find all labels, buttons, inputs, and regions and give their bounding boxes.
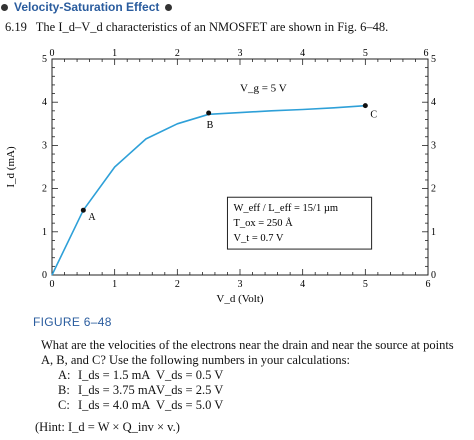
x-tick-label: 6 (425, 279, 431, 290)
answer-label: B: (58, 383, 70, 397)
point-marker (81, 208, 86, 213)
hint-text: (Hint: I_d = W × Q_inv × v.) (35, 420, 180, 434)
question-text: What are the velocities of the electrons near the drain and near the source at points A, B, and C? Use the following numbers in your calculations: (41, 338, 454, 367)
right-tick-label: 3 (431, 140, 436, 152)
answer-list (58, 368, 223, 413)
answer-label: A: (58, 368, 71, 382)
parameter-line: T_ox = 250 Å (233, 218, 293, 230)
answer-vds: V_ds = 5.0 V (156, 398, 224, 412)
top-tick-label: 1 (112, 48, 118, 59)
x-tick-label: 3 (237, 279, 243, 290)
right-tick-label: 0 (431, 270, 436, 281)
problem-text: The I_d–V_d characteristics of an NMOSFET are shown in Fig. 6–48. (35, 20, 389, 34)
y-tick-label: 3 (42, 140, 47, 152)
parameter-line: W_eff / L_eff = 15/1 µm (233, 203, 339, 215)
y-tick-label: 2 (42, 183, 47, 195)
gate-voltage-annotation: V_g = 5 V (240, 82, 287, 95)
answer-vds: V_ds = 0.5 V (156, 368, 224, 382)
problem-statement (5, 20, 388, 35)
point-label: A (88, 212, 96, 224)
answer-ids: I_ds = 1.5 mA (78, 368, 151, 382)
problem-number: 6.19 (5, 20, 27, 34)
bullet-icon (1, 4, 8, 11)
top-tick-label: 4 (300, 48, 306, 59)
point-label: C (370, 109, 378, 121)
y-tick-label: 0 (42, 270, 47, 281)
top-tick-label: 0 (49, 48, 55, 59)
bullet-icon (165, 4, 172, 11)
right-tick-label: 4 (431, 97, 436, 109)
figure-label: FIGURE 6–48 (33, 315, 112, 329)
answer-row (58, 383, 223, 398)
section-header (0, 0, 474, 14)
point-label: B (206, 120, 214, 131)
right-tick-label: 5 (431, 54, 436, 65)
x-axis-label: V_d (Volt) (216, 293, 264, 305)
y-axis-label: I_d (mA) (5, 146, 17, 188)
right-tick-label: 2 (431, 183, 436, 195)
answer-ids: I_ds = 4.0 mA (78, 398, 151, 412)
y-tick-label: 1 (42, 226, 47, 238)
top-tick-label: 2 (174, 48, 180, 59)
answer-row (58, 368, 223, 383)
top-tick-label: 5 (362, 48, 368, 59)
answer-vds: V_ds = 2.5 V (156, 383, 224, 397)
point-marker (206, 111, 211, 116)
top-tick-label: 6 (423, 48, 429, 59)
parameter-line: V_t = 0.7 V (233, 233, 284, 245)
x-tick-label: 4 (300, 279, 306, 290)
section-title: Velocity-Saturation Effect (14, 0, 160, 14)
x-tick-label: 0 (49, 279, 55, 290)
answer-ids: I_ds = 3.75 mA (78, 383, 157, 397)
x-tick-label: 1 (112, 279, 118, 290)
y-tick-label: 5 (42, 54, 47, 65)
answer-row (58, 398, 223, 413)
right-tick-label: 1 (431, 226, 436, 238)
id-vd-curve (52, 106, 365, 275)
x-tick-label: 2 (174, 279, 180, 290)
point-marker (363, 103, 368, 108)
x-tick-label: 5 (362, 279, 368, 290)
answer-label: C: (58, 398, 70, 412)
top-tick-label: 3 (237, 48, 243, 59)
id-vd-chart (0, 38, 474, 318)
y-tick-label: 4 (42, 97, 47, 109)
